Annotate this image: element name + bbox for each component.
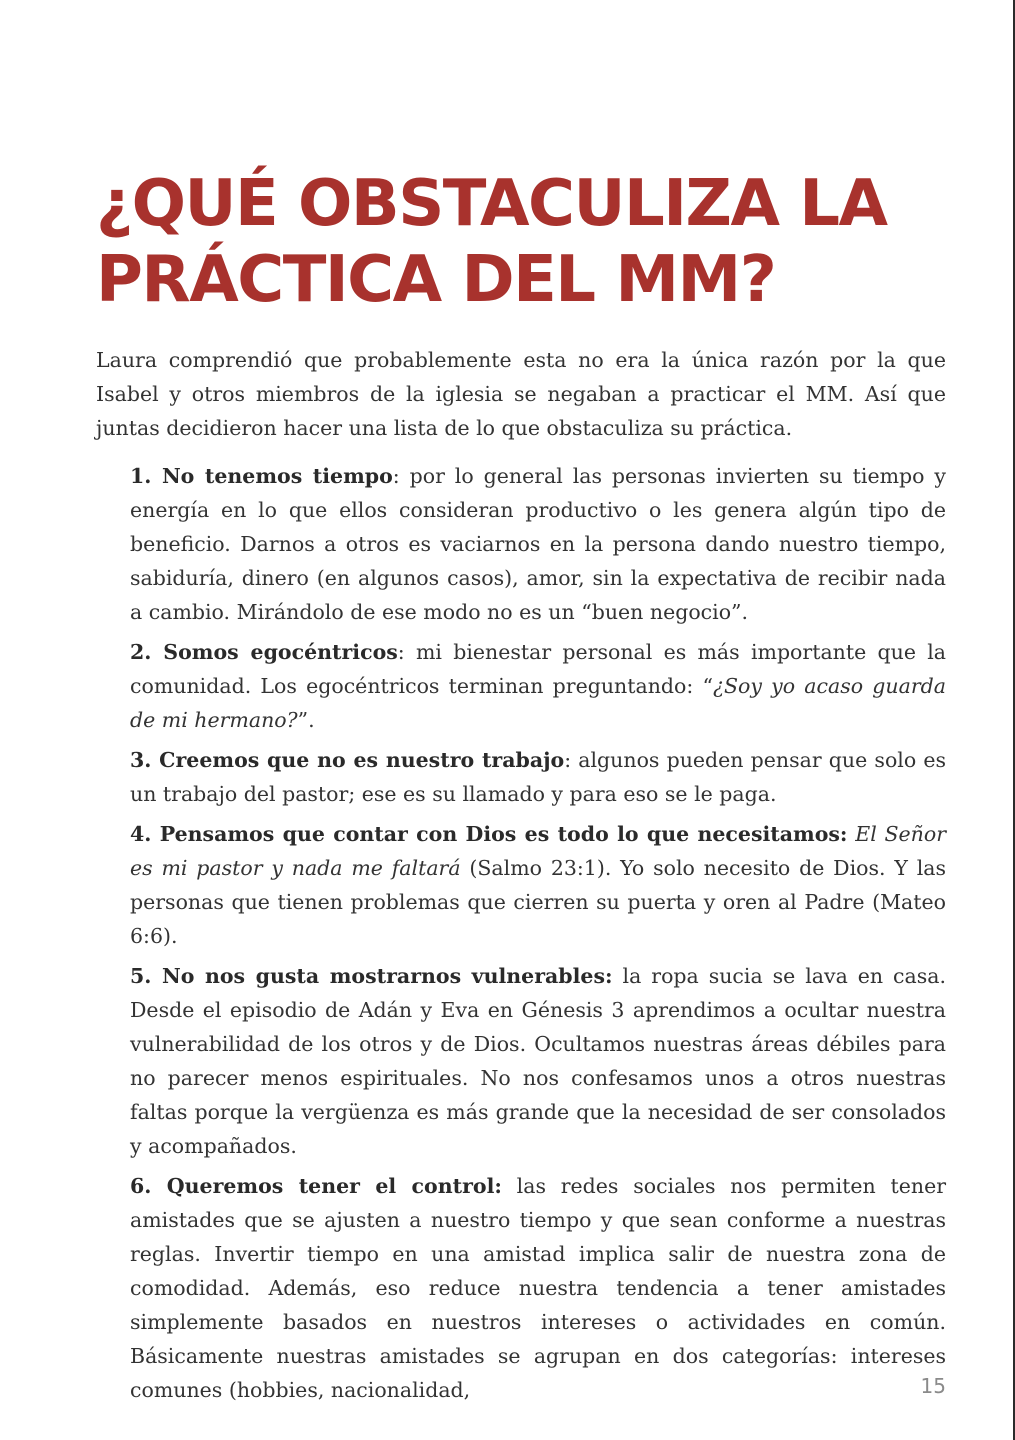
item-heading: 3. Creemos que no es nuestro trabajo	[130, 748, 565, 772]
item-heading: 5. No nos gusta mostrarnos vulnerables:	[130, 964, 613, 988]
item-heading: 4. Pensamos que contar con Dios es todo lo que necesitamos:	[130, 822, 848, 846]
page-title	[96, 166, 976, 318]
item-text: las redes sociales nos permiten tener amistades que se ajusten a nuestro tiempo y que sean conforme a nuestras reglas. Invertir tiempo en una amistad implica salir de nuestra zona de comodidad. Además, eso reduce nuestra tendencia a tener amistades simplemente basados en nuestros intereses o actividades en común. Básicamente nuestras amistades se agrupan en dos categorías: intereses comunes (hobbies, nacionalidad,	[130, 1174, 946, 1402]
item-quote: El Señor es mi pastor y nada me faltará	[130, 822, 946, 880]
item-heading: 1. No tenemos tiempo	[130, 464, 393, 488]
item-text-tail: ”.	[297, 708, 315, 732]
page-number: 15	[920, 1374, 946, 1398]
title-line-2: PRÁCTICA DEL MM?	[96, 243, 776, 317]
list-item	[130, 635, 946, 737]
item-heading: 6. Queremos tener el control:	[130, 1174, 502, 1198]
item-heading: 2. Somos egocéntricos	[130, 640, 398, 664]
list-item	[130, 1169, 946, 1407]
list-item	[130, 743, 946, 811]
title-line-1: ¿QUÉ OBSTACULIZA LA	[96, 167, 887, 241]
item-text-tail: (Salmo 23:1). Yo solo necesito de Dios. Y las personas que tienen problemas que cierren su puerta y oren al Padre (Mateo 6:6).	[130, 856, 947, 948]
list-item	[130, 959, 946, 1163]
item-text: la ropa sucia se lava en casa. Desde el episodio de Adán y Eva en Génesis 3 aprendimos a ocultar nuestra vulnerabilidad de los otros y de Dios. Ocultamos nuestras áreas débiles para no parecer menos espirituales. No nos confesamos unos a otros nuestras faltas porque la vergüenza es más grande que la necesidad de ser consolados y acompañados.	[130, 964, 946, 1158]
body-text	[96, 343, 946, 1413]
item-quote: ¿Soy yo acaso guarda de mi hermano?	[130, 674, 946, 732]
item-text: : mi bienestar personal es más importante que la comunidad. Los egocéntricos terminan preguntando: “	[130, 640, 947, 698]
item-text: : algunos pueden pensar que solo es un trabajo del pastor; ese es su llamado y para eso se le paga.	[130, 748, 946, 806]
item-text: : por lo general las personas invierten su tiempo y energía en lo que ellos consideran productivo o les genera algún tipo de beneficio. Darnos a otros es vaciarnos en la persona dando nuestro tiempo, sabiduría, dinero (en algunos casos), amor, sin la expectativa de recibir nada a cambio. Mirándolo de ese modo no es un “buen negocio”.	[130, 464, 946, 624]
list-item	[130, 459, 946, 629]
intro-paragraph: Laura comprendió que probablemente esta no era la única razón por la que Isabel y otros miembros de la iglesia se negaban a practicar el MM. Así que juntas decidieron hacer una lista de lo que obstaculiza su práctica.	[96, 348, 946, 440]
list-item	[130, 817, 946, 953]
